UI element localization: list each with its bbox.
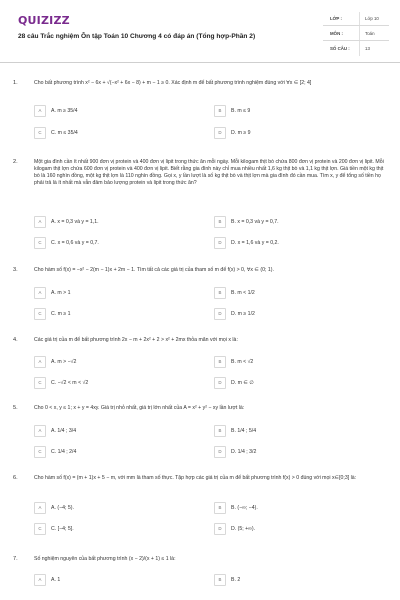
meta-value: Toán — [365, 31, 375, 36]
option-c[interactable] — [34, 127, 194, 139]
option-text: C. −√2 < m < √2 — [51, 380, 89, 386]
quizizz-logo: QUIZIZZ — [18, 14, 70, 27]
question-number: 3. — [13, 267, 18, 273]
option-text: B. m < 1/2 — [231, 290, 255, 296]
option-text: B. m < √2 — [231, 359, 254, 365]
option-a[interactable] — [34, 216, 194, 228]
option-letter: D — [218, 240, 222, 245]
option-text: B. m ≤ 9 — [231, 108, 251, 114]
meta-key: SỐ CÂU : — [330, 46, 350, 51]
option-letter: C — [38, 380, 42, 385]
option-letter: A — [38, 428, 42, 433]
option-letter: D — [218, 526, 222, 531]
option-b[interactable] — [214, 105, 374, 117]
option-text: C. m ≥ 1 — [51, 311, 71, 317]
option-b[interactable] — [214, 425, 374, 437]
question-text: Cho 0 < x, y ≤ 1; x + y = 4xy. Giá trị nhỏ nhất, giá trị lớn nhất của A = x² + y² − xy lần lượt là: — [34, 405, 245, 411]
question-number: 1. — [13, 80, 18, 86]
question-number: 6. — [13, 475, 18, 481]
option-text: C. [−4; 5]. — [51, 526, 74, 532]
meta-value: 13 — [365, 46, 370, 51]
option-letter: A — [38, 505, 42, 510]
option-d[interactable] — [214, 377, 374, 389]
question-text: Cho hàm số f(x) = −x² − 2(m − 1)x + 2m − 1. Tìm tất cả các giá trị của tham số m để f(x) > 0, ∀x ∈ (0; 1). — [34, 267, 274, 273]
question-text: Cho bất phương trình x² − 6x + √(−x² + 6x − 8) + m − 1 ≥ 0. Xác định m để bất phương trình nghiệm đúng với ∀x ∈ [2; 4] — [34, 80, 312, 86]
option-a[interactable] — [34, 502, 194, 514]
option-c[interactable] — [34, 237, 194, 249]
option-letter: C — [38, 449, 42, 454]
question-number: 7. — [13, 556, 18, 562]
option-text: D. m ∈ ∅ — [231, 380, 254, 386]
option-letter: D — [218, 130, 222, 135]
option-text: A. m > 1 — [51, 290, 71, 296]
option-c[interactable] — [34, 446, 194, 458]
option-text: D. m ≥ 1/2 — [231, 311, 255, 317]
question-number: 5. — [13, 405, 18, 411]
option-letter: B — [218, 505, 222, 510]
option-text: A. (−4; 5). — [51, 505, 74, 511]
option-c[interactable] — [34, 308, 194, 320]
option-text: A. m > −√2 — [51, 359, 77, 365]
option-letter: A — [38, 108, 42, 113]
option-a[interactable] — [34, 574, 194, 586]
option-text: B. 1/4 ; 5/4 — [231, 428, 257, 434]
option-text: B. 2 — [231, 577, 241, 583]
question-number: 4. — [13, 337, 18, 343]
option-letter: C — [38, 526, 42, 531]
option-text: B. x = 0,3 và y = 0,7. — [231, 219, 279, 225]
option-letter: C — [38, 311, 42, 316]
question-text: Cho hàm số f(x) = (m + 1)x + 5 − m, với mm là tham số thực. Tập hợp các giá trị của m để bất phương trình f(x) > 0 đúng với mọi x∈[0;3] là: — [34, 475, 357, 481]
option-letter: C — [38, 240, 42, 245]
option-d[interactable] — [214, 523, 374, 535]
question-text: Một gia đình cần ít nhất 900 đơn vị protein và 400 đơn vị lipit trong thức ăn mỗi ngày. Mỗi kilogam thịt bò chứa 800 đơn vị protein và 200 đơn vị lipit. Mỗi kilogam thịt lợn chứa 600 đơn vị protein và 400 đơn vị lipit. Biết rằng gia đình này chỉ mua nhiều nhất 1,6 kg thịt bò và 1,1 kg thịt lợn. Giá tiền một kg thịt bò là 160 nghìn đồng, một kg thịt lợn là 110 nghìn đồng. Gọi x, y lần lượt là số kg thịt bò và thịt lợn mà gia đình đó cần mua. Tìm x, y để tổng số tiền họ phải trả là ít nhất mà vẫn đảm bảo lượng protein và lipit trong thức ăn? — [34, 159, 384, 187]
meta-info-box — [323, 10, 389, 58]
option-b[interactable] — [214, 356, 374, 368]
question-number: 2. — [13, 159, 18, 165]
option-b[interactable] — [214, 502, 374, 514]
option-letter: D — [218, 380, 222, 385]
option-b[interactable] — [214, 574, 374, 586]
meta-row-subject — [323, 27, 389, 41]
option-letter: B — [218, 428, 222, 433]
option-text: A. 1/4 ; 3/4 — [51, 428, 77, 434]
option-text: D. (5; +∞). — [231, 526, 256, 532]
option-letter: A — [38, 359, 42, 364]
option-text: D. m ≥ 9 — [231, 130, 251, 136]
option-letter: A — [38, 219, 42, 224]
option-c[interactable] — [34, 523, 194, 535]
option-a[interactable] — [34, 356, 194, 368]
option-text: D. 1/4 ; 3/2 — [231, 449, 257, 455]
option-letter: B — [218, 577, 222, 582]
option-letter: B — [218, 359, 222, 364]
header-divider — [0, 62, 400, 63]
option-text: A. 1 — [51, 577, 61, 583]
document-title: 28 câu Trắc nghiệm Ôn tập Toán 10 Chương 4 có đáp án (Tổng hợp-Phần 2) — [18, 33, 256, 40]
meta-key: MÔN : — [330, 31, 343, 36]
meta-row-count — [323, 42, 389, 56]
question-text: Số nghiệm nguyên của bất phương trình (x − 2)/(x + 1) ≤ 1 là: — [34, 556, 176, 562]
meta-row-class — [323, 12, 389, 26]
option-d[interactable] — [214, 237, 374, 249]
option-d[interactable] — [214, 127, 374, 139]
option-letter: C — [38, 130, 42, 135]
option-letter: A — [38, 290, 42, 295]
option-letter: B — [218, 290, 222, 295]
option-text: A. x = 0,3 và y = 1,1. — [51, 219, 99, 225]
option-letter: B — [218, 108, 222, 113]
option-a[interactable] — [34, 105, 194, 117]
option-c[interactable] — [34, 377, 194, 389]
option-letter: A — [38, 577, 42, 582]
option-text: D. x = 1,6 và y = 0,2. — [231, 240, 279, 246]
option-b[interactable] — [214, 216, 374, 228]
option-text: A. m ≥ 35/4 — [51, 108, 78, 114]
option-b[interactable] — [214, 287, 374, 299]
option-letter: B — [218, 219, 222, 224]
question-text: Các giá trị của m để bất phương trình 2x − m + 2x² + 2 > x² + 2mx thỏa mãn với mọi x là: — [34, 337, 238, 343]
option-text: B. (−∞; −4). — [231, 505, 258, 511]
meta-value: Lớp 10 — [365, 16, 379, 21]
option-a[interactable] — [34, 287, 194, 299]
option-d[interactable] — [214, 308, 374, 320]
option-text: C. x = 0,6 và y = 0,7. — [51, 240, 99, 246]
option-letter: D — [218, 311, 222, 316]
option-a[interactable] — [34, 425, 194, 437]
option-text: C. m ≤ 35/4 — [51, 130, 78, 136]
option-text: C. 1/4 ; 2/4 — [51, 449, 77, 455]
meta-key: LỚP : — [330, 16, 342, 21]
document-header — [0, 0, 400, 62]
option-letter: D — [218, 449, 222, 454]
option-d[interactable] — [214, 446, 374, 458]
